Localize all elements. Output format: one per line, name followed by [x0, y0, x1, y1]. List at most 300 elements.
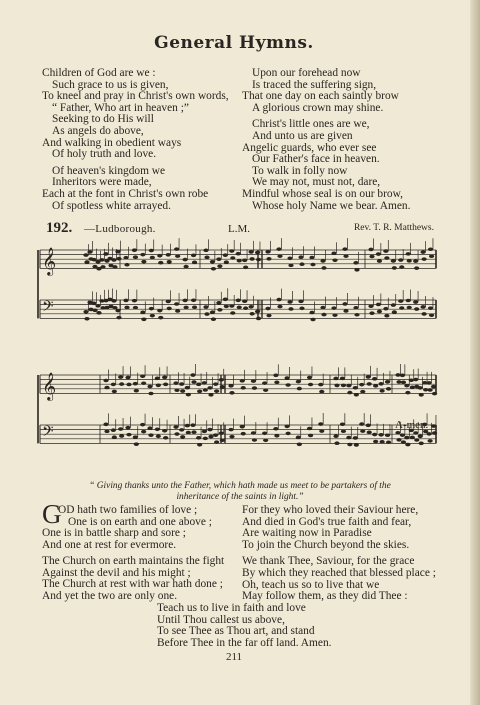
final-stanza [157, 603, 332, 649]
verse-line: We thank Thee, Saviour, for the grace [242, 555, 415, 568]
note-head [203, 249, 208, 253]
note-head [236, 252, 241, 256]
note-head [274, 434, 279, 438]
note-head [379, 382, 384, 386]
note-head [103, 423, 108, 427]
note-head [398, 299, 403, 303]
note-head [214, 389, 219, 393]
note-head [318, 422, 323, 426]
note-head [242, 299, 247, 303]
note-head [353, 261, 358, 265]
note-head [229, 304, 234, 308]
note-head [373, 440, 378, 444]
note-head [83, 253, 88, 257]
note-head [377, 259, 382, 263]
note-head [208, 393, 213, 397]
note-head [140, 374, 145, 378]
note-head [366, 375, 371, 379]
note-head [150, 314, 155, 318]
note-head [192, 261, 197, 265]
note-head [208, 435, 213, 439]
note-head [134, 442, 139, 446]
note-head [413, 259, 418, 263]
note-head [155, 427, 160, 431]
note-head [211, 267, 216, 271]
note-head [230, 256, 235, 260]
note-head [376, 252, 381, 256]
note-head [118, 375, 123, 379]
note-head [125, 376, 130, 380]
note-head [333, 377, 338, 381]
note-head [116, 257, 121, 261]
note-head [320, 259, 325, 263]
note-head [428, 306, 433, 310]
note-head [409, 378, 414, 382]
bottom-right-column [242, 505, 436, 603]
note-head [405, 391, 410, 395]
note-head [401, 440, 406, 444]
note-head [216, 257, 221, 261]
note-head [252, 438, 257, 442]
note-head [399, 265, 404, 269]
note-head [359, 422, 364, 426]
note-head [228, 384, 233, 388]
note-head [147, 426, 152, 430]
note-head [432, 392, 437, 396]
note-head [141, 430, 146, 434]
note-head [346, 436, 351, 440]
note-head [196, 436, 201, 440]
note-head [175, 309, 180, 313]
note-head [250, 312, 255, 316]
note-head [310, 318, 315, 322]
note-head [191, 254, 196, 258]
note-head [111, 258, 116, 262]
note-head [343, 309, 348, 313]
note-head [141, 381, 146, 385]
note-head [407, 259, 412, 263]
note-head [341, 384, 346, 388]
note-head [386, 440, 391, 444]
verse-line: Of holy truth and love. [52, 148, 157, 161]
note-head [147, 385, 152, 389]
note-head [341, 429, 346, 433]
note-head [243, 306, 248, 310]
meter: L.M. [228, 223, 250, 235]
note-head [150, 256, 155, 260]
verse-line: To join the Church beyond the skies. [242, 538, 410, 551]
note-head [203, 388, 208, 392]
note-head [167, 307, 172, 311]
note-head [192, 305, 197, 309]
note-head [334, 441, 339, 445]
note-head [203, 437, 208, 441]
caption-line: “ Giving thanks unto the Father, which hath made us meet to be partakers of the [89, 481, 391, 491]
note-head [167, 260, 172, 264]
note-head [263, 438, 268, 442]
note-head [134, 389, 139, 393]
note-head [421, 305, 426, 309]
note-head [321, 266, 326, 270]
note-head [340, 422, 345, 426]
note-head [392, 266, 397, 270]
note-head [414, 438, 419, 442]
note-head [277, 254, 282, 258]
note-head [99, 258, 104, 262]
verse-line: And yet the two are only one. [42, 589, 178, 602]
note-head [343, 254, 348, 258]
hymn-number: 192. [46, 220, 73, 236]
note-head [202, 381, 207, 385]
note-head [276, 298, 281, 302]
verse-line: Is traced the suffering sign, [252, 78, 377, 91]
verse-line: Of heaven's kingdom we [52, 164, 166, 177]
note-head [423, 388, 428, 392]
note-head [321, 313, 326, 317]
note-head [83, 310, 88, 314]
note-head [427, 432, 432, 436]
note-head [141, 260, 146, 264]
note-head [140, 310, 145, 314]
note-head [133, 306, 138, 310]
page-number: 211 [225, 651, 243, 663]
note-head [360, 429, 365, 433]
note-head [149, 307, 154, 311]
verse-line: And one at rest for evermore. [42, 538, 177, 551]
verse-line: May follow them, as they did Thee : [242, 590, 408, 603]
verse-line: OD hath two families of love ; [58, 504, 198, 516]
note-head [123, 299, 128, 303]
note-head [119, 434, 124, 438]
note-head [216, 301, 221, 305]
note-head [116, 316, 121, 320]
note-head [157, 309, 162, 313]
note-head [288, 307, 293, 311]
note-head [186, 393, 191, 397]
note-head [422, 257, 427, 261]
note-head [428, 388, 433, 392]
note-head [404, 384, 409, 388]
tune-name: —Ludborough. [84, 223, 156, 235]
note-head [386, 387, 391, 391]
note-head [240, 425, 245, 429]
note-head [191, 298, 196, 302]
note-head [299, 262, 304, 266]
note-head [213, 433, 218, 437]
note-head [118, 427, 123, 431]
note-head [210, 260, 215, 264]
verse-line: To walk in folly now [252, 164, 348, 177]
note-head [204, 256, 209, 260]
note-head [186, 431, 191, 435]
note-head [347, 391, 352, 395]
note-head [126, 383, 131, 387]
note-head [368, 304, 373, 308]
note-head [217, 308, 222, 312]
note-head [414, 307, 419, 311]
note-head [112, 265, 117, 269]
note-head [104, 430, 109, 434]
note-head [419, 442, 424, 446]
note-head [224, 304, 229, 308]
note-head [133, 382, 138, 386]
note-head [383, 249, 388, 253]
verse-line: One is on earth and one above ; [68, 515, 212, 528]
note-head [148, 433, 153, 437]
note-head [124, 306, 129, 310]
verse-line: Angelic guards, who ever see [242, 141, 377, 154]
verse-line: By which they reached that blessed place ; [242, 566, 436, 579]
note-head [334, 384, 339, 388]
note-head [243, 266, 248, 270]
note-head [366, 424, 371, 428]
note-head [353, 386, 358, 390]
note-head [307, 376, 312, 380]
note-head [249, 250, 254, 254]
note-head [91, 302, 96, 306]
note-head [140, 423, 145, 427]
note-head [431, 385, 436, 389]
verse-line: Whose holy Name we bear. Amen. [252, 199, 411, 212]
note-head [346, 384, 351, 388]
note-head [191, 380, 196, 384]
note-head [103, 252, 108, 256]
verse-line: Until Thou callest us above, [157, 613, 285, 626]
scripture-caption [55, 481, 425, 503]
note-head [286, 383, 291, 387]
note-head [158, 316, 163, 320]
note-head [373, 384, 378, 388]
verse-line: Children of God are we : [42, 67, 156, 79]
note-head [410, 436, 415, 440]
note-head [285, 425, 290, 429]
note-head [240, 379, 245, 383]
note-head [115, 309, 120, 313]
note-head [372, 433, 377, 437]
note-head [297, 443, 302, 447]
verse-line: Are waiting now in Paradise [242, 527, 372, 540]
note-head [242, 259, 247, 263]
note-head [383, 307, 388, 311]
note-head [132, 248, 137, 252]
clef-symbol: 𝄞 [42, 372, 57, 400]
note-head [251, 431, 256, 435]
bottom-left-column-b [42, 528, 224, 603]
note-head [380, 389, 385, 393]
running-head: General Hymns. [154, 33, 314, 53]
verse-line: Seeking to do His will [52, 113, 154, 126]
note-head [385, 433, 390, 437]
note-head [307, 427, 312, 431]
note-head [184, 306, 189, 310]
note-head [237, 306, 242, 310]
note-head [207, 428, 212, 432]
verse-line: As angels do above, [52, 124, 144, 137]
note-head [428, 247, 433, 251]
note-head [414, 266, 419, 270]
note-head [413, 431, 418, 435]
note-head [124, 263, 129, 267]
note-head [406, 252, 411, 256]
note-head [190, 423, 195, 427]
verse-line: Teach us to live in faith and love [157, 602, 306, 614]
note-head [183, 299, 188, 303]
note-head [340, 377, 345, 381]
note-head [112, 435, 117, 439]
verse-line: Each at the font in Christ's own robe [42, 187, 209, 200]
note-head [347, 443, 352, 447]
note-head [141, 317, 146, 321]
note-head [184, 265, 189, 269]
note-head [133, 435, 138, 439]
note-head [331, 251, 336, 255]
note-head [263, 388, 268, 392]
note-head [400, 433, 405, 437]
note-head [432, 431, 437, 435]
note-head [353, 306, 358, 310]
note-head [148, 392, 153, 396]
verse-line: Inheritors were made, [52, 176, 152, 189]
note-head [92, 309, 97, 313]
note-head [251, 379, 256, 383]
note-head [191, 430, 196, 434]
note-head [175, 254, 180, 258]
verse-line: The Church at rest with war hath done ; [42, 578, 223, 591]
note-head [385, 380, 390, 384]
note-head [262, 381, 267, 385]
note-head [119, 382, 124, 386]
note-head [262, 431, 267, 435]
note-head [197, 443, 202, 447]
note-head [155, 377, 160, 381]
note-head [404, 436, 409, 440]
note-head [207, 386, 212, 390]
note-head [111, 299, 116, 303]
note-head [179, 382, 184, 386]
note-head [265, 307, 270, 311]
note-head [367, 431, 372, 435]
note-head [210, 310, 215, 314]
note-head [174, 388, 179, 392]
note-head [422, 312, 427, 316]
verse-line: To see Thee as Thou art, and stand [157, 625, 315, 638]
note-head [273, 374, 278, 378]
verse-line: Against the devil and his might ; [42, 566, 191, 579]
note-head [174, 432, 179, 436]
note-head [354, 313, 359, 317]
composer: Rev. T. R. Matthews. [353, 223, 434, 233]
clef-symbol: 𝄢 [42, 423, 54, 444]
note-head [298, 255, 303, 259]
note-head [173, 425, 178, 429]
note-head [224, 260, 229, 264]
note-head [395, 431, 400, 435]
note-head [229, 249, 234, 253]
note-head [140, 253, 145, 257]
note-head [149, 249, 154, 253]
note-head [287, 257, 292, 261]
note-head [230, 311, 235, 315]
note-head [372, 377, 377, 381]
note-head [241, 386, 246, 390]
note-head [286, 432, 291, 436]
note-head [398, 258, 403, 262]
amen-label: A-men. [395, 419, 429, 431]
note-head [288, 264, 293, 268]
note-head [400, 374, 405, 378]
note-head [318, 383, 323, 387]
note-head [223, 297, 228, 301]
note-head [396, 438, 401, 442]
note-head [367, 382, 372, 386]
note-head [100, 265, 105, 269]
note-head [266, 257, 271, 261]
note-head [228, 428, 233, 432]
note-head [354, 268, 359, 272]
note-head [391, 259, 396, 263]
note-head [418, 435, 423, 439]
note-head [132, 299, 137, 303]
note-head [401, 381, 406, 385]
note-head [354, 393, 359, 397]
clef-symbol: 𝄢 [42, 298, 54, 319]
verse-line: That one day on each saintly brow [242, 90, 399, 103]
note-head [384, 314, 389, 318]
note-head [157, 254, 162, 258]
note-head [354, 443, 359, 447]
note-head [353, 436, 358, 440]
note-head [421, 250, 426, 254]
note-head [298, 300, 303, 304]
note-head [203, 305, 208, 309]
note-head [156, 384, 161, 388]
note-head [333, 434, 338, 438]
note-head [156, 434, 161, 438]
note-head [331, 306, 336, 310]
note-head [126, 433, 131, 437]
note-head [223, 253, 228, 257]
note-head [431, 424, 436, 428]
verse-line: The Church on earth maintains the fight [42, 555, 225, 568]
note-head [376, 303, 381, 307]
verse-line: To kneel and pray in Christ's own words, [42, 90, 229, 103]
note-head [180, 389, 185, 393]
verse-line: Before Thee in the far off land. Amen. [157, 636, 332, 649]
note-head [369, 311, 374, 315]
note-head [174, 247, 179, 251]
note-head [297, 387, 302, 391]
note-head [111, 383, 116, 387]
note-head [190, 373, 195, 377]
verse-line: And died in God's true faith and fear, [242, 515, 412, 528]
note-head [214, 440, 219, 444]
note-head [158, 261, 163, 265]
note-head [87, 250, 92, 254]
verse-line: And unto us are given [252, 129, 353, 142]
note-head [266, 314, 271, 318]
note-head [332, 313, 337, 317]
note-head [299, 307, 304, 311]
note-head [229, 391, 234, 395]
note-head [342, 247, 347, 251]
note-head [391, 303, 396, 307]
note-head [115, 250, 120, 254]
clef-symbol: 𝄞 [42, 247, 57, 275]
note-head [384, 256, 389, 260]
note-head [429, 313, 434, 317]
note-head [395, 373, 400, 377]
verse-line: Mindful whose seal is on our brow, [242, 187, 403, 200]
